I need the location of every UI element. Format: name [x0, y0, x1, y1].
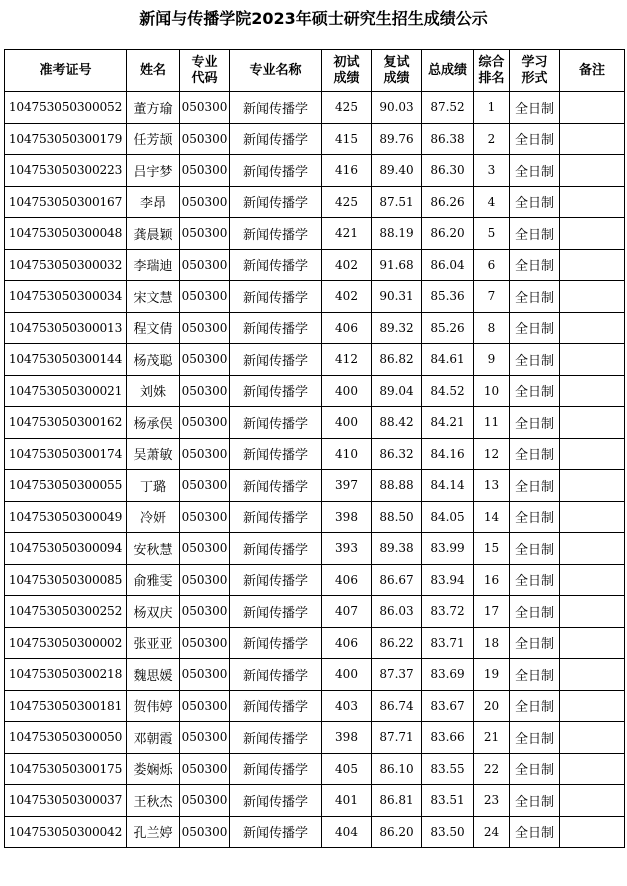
table-row: [5, 785, 625, 817]
cell-major-name: 新闻传播学: [230, 155, 322, 187]
cell-exam-id: 104753050300049: [5, 501, 127, 533]
cell-exam-id: 104753050300048: [5, 218, 127, 250]
cell-rank: 1: [474, 92, 510, 124]
cell-exam-id: 104753050300218: [5, 659, 127, 691]
table-row: [5, 816, 625, 848]
cell-remark: [560, 92, 625, 124]
cell-rank: 17: [474, 596, 510, 628]
cell-major-code: 050300: [180, 533, 230, 565]
cell-rank: 20: [474, 690, 510, 722]
cell-rank: 7: [474, 281, 510, 313]
cell-total-score: 83.50: [422, 816, 474, 848]
header-major-code: 专业 代码: [180, 50, 230, 92]
cell-major-name: 新闻传播学: [230, 816, 322, 848]
cell-exam-id: 104753050300050: [5, 722, 127, 754]
cell-rank: 12: [474, 438, 510, 470]
header-total-score: 总成绩: [422, 50, 474, 92]
cell-major-name: 新闻传播学: [230, 407, 322, 439]
cell-total-score: 83.55: [422, 753, 474, 785]
page-title: 新闻与传播学院2023年硕士研究生招生成绩公示: [139, 9, 488, 28]
cell-major-code: 050300: [180, 438, 230, 470]
cell-total-score: 83.71: [422, 627, 474, 659]
cell-rank: 24: [474, 816, 510, 848]
cell-remark: [560, 659, 625, 691]
cell-retest-score: 86.74: [372, 690, 422, 722]
cell-exam-id: 104753050300181: [5, 690, 127, 722]
cell-study-mode: 全日制: [510, 344, 560, 376]
table-row: [5, 375, 625, 407]
cell-remark: [560, 218, 625, 250]
cell-major-code: 050300: [180, 690, 230, 722]
table-row: [5, 753, 625, 785]
cell-name: 安秋慧: [127, 533, 180, 565]
cell-initial-score: 398: [322, 501, 372, 533]
cell-retest-score: 89.04: [372, 375, 422, 407]
cell-name: 张亚亚: [127, 627, 180, 659]
cell-retest-score: 86.81: [372, 785, 422, 817]
cell-major-name: 新闻传播学: [230, 533, 322, 565]
cell-retest-score: 88.42: [372, 407, 422, 439]
cell-exam-id: 104753050300021: [5, 375, 127, 407]
cell-major-code: 050300: [180, 281, 230, 313]
cell-retest-score: 91.68: [372, 249, 422, 281]
cell-major-code: 050300: [180, 722, 230, 754]
cell-remark: [560, 501, 625, 533]
cell-major-code: 050300: [180, 785, 230, 817]
cell-name: 丁璐: [127, 470, 180, 502]
cell-rank: 23: [474, 785, 510, 817]
cell-exam-id: 104753050300094: [5, 533, 127, 565]
cell-total-score: 84.05: [422, 501, 474, 533]
cell-name: 王秋杰: [127, 785, 180, 817]
cell-total-score: 84.61: [422, 344, 474, 376]
cell-initial-score: 401: [322, 785, 372, 817]
cell-major-code: 050300: [180, 596, 230, 628]
cell-rank: 10: [474, 375, 510, 407]
cell-total-score: 86.38: [422, 123, 474, 155]
cell-rank: 5: [474, 218, 510, 250]
cell-major-code: 050300: [180, 470, 230, 502]
cell-major-name: 新闻传播学: [230, 690, 322, 722]
cell-initial-score: 398: [322, 722, 372, 754]
cell-study-mode: 全日制: [510, 92, 560, 124]
cell-name: 冷妍: [127, 501, 180, 533]
cell-retest-score: 86.10: [372, 753, 422, 785]
cell-remark: [560, 470, 625, 502]
cell-exam-id: 104753050300162: [5, 407, 127, 439]
cell-retest-score: 88.88: [372, 470, 422, 502]
cell-study-mode: 全日制: [510, 690, 560, 722]
cell-major-code: 050300: [180, 218, 230, 250]
header-remarks: 备注: [560, 50, 625, 92]
cell-study-mode: 全日制: [510, 722, 560, 754]
cell-remark: [560, 753, 625, 785]
header-major-name: 专业名称: [230, 50, 322, 92]
cell-total-score: 83.51: [422, 785, 474, 817]
cell-major-name: 新闻传播学: [230, 281, 322, 313]
cell-rank: 6: [474, 249, 510, 281]
cell-exam-id: 104753050300032: [5, 249, 127, 281]
cell-study-mode: 全日制: [510, 753, 560, 785]
cell-exam-id: 104753050300167: [5, 186, 127, 218]
cell-major-name: 新闻传播学: [230, 344, 322, 376]
table-row: [5, 659, 625, 691]
cell-rank: 16: [474, 564, 510, 596]
cell-major-code: 050300: [180, 816, 230, 848]
cell-retest-score: 89.40: [372, 155, 422, 187]
cell-total-score: 83.69: [422, 659, 474, 691]
cell-study-mode: 全日制: [510, 186, 560, 218]
cell-remark: [560, 186, 625, 218]
cell-major-code: 050300: [180, 753, 230, 785]
cell-remark: [560, 596, 625, 628]
table-row: [5, 92, 625, 124]
table-row: [5, 722, 625, 754]
cell-rank: 21: [474, 722, 510, 754]
cell-major-code: 050300: [180, 186, 230, 218]
cell-name: 李瑞迪: [127, 249, 180, 281]
cell-name: 孔兰婷: [127, 816, 180, 848]
cell-major-name: 新闻传播学: [230, 470, 322, 502]
cell-remark: [560, 690, 625, 722]
cell-remark: [560, 281, 625, 313]
cell-initial-score: 416: [322, 155, 372, 187]
table-row: [5, 690, 625, 722]
cell-major-name: 新闻传播学: [230, 218, 322, 250]
cell-exam-id: 104753050300252: [5, 596, 127, 628]
cell-major-name: 新闻传播学: [230, 627, 322, 659]
cell-exam-id: 104753050300042: [5, 816, 127, 848]
table-row: [5, 438, 625, 470]
cell-remark: [560, 375, 625, 407]
cell-total-score: 85.26: [422, 312, 474, 344]
cell-retest-score: 86.32: [372, 438, 422, 470]
cell-total-score: 86.20: [422, 218, 474, 250]
table-row: [5, 344, 625, 376]
cell-exam-id: 104753050300085: [5, 564, 127, 596]
cell-study-mode: 全日制: [510, 659, 560, 691]
cell-exam-id: 104753050300174: [5, 438, 127, 470]
cell-name: 董方瑜: [127, 92, 180, 124]
cell-exam-id: 104753050300002: [5, 627, 127, 659]
cell-major-name: 新闻传播学: [230, 375, 322, 407]
cell-major-name: 新闻传播学: [230, 785, 322, 817]
cell-total-score: 84.14: [422, 470, 474, 502]
cell-major-name: 新闻传播学: [230, 596, 322, 628]
cell-study-mode: 全日制: [510, 123, 560, 155]
table-row: [5, 501, 625, 533]
cell-remark: [560, 407, 625, 439]
cell-total-score: 87.52: [422, 92, 474, 124]
cell-initial-score: 397: [322, 470, 372, 502]
cell-major-name: 新闻传播学: [230, 123, 322, 155]
cell-exam-id: 104753050300037: [5, 785, 127, 817]
cell-major-code: 050300: [180, 155, 230, 187]
cell-name: 杨承俣: [127, 407, 180, 439]
cell-exam-id: 104753050300144: [5, 344, 127, 376]
cell-study-mode: 全日制: [510, 407, 560, 439]
cell-rank: 18: [474, 627, 510, 659]
cell-study-mode: 全日制: [510, 596, 560, 628]
cell-retest-score: 87.37: [372, 659, 422, 691]
cell-name: 任芳颉: [127, 123, 180, 155]
cell-remark: [560, 627, 625, 659]
cell-total-score: 86.26: [422, 186, 474, 218]
cell-major-code: 050300: [180, 249, 230, 281]
cell-retest-score: 89.38: [372, 533, 422, 565]
header-rank: 综合 排名: [474, 50, 510, 92]
cell-rank: 2: [474, 123, 510, 155]
cell-name: 杨双庆: [127, 596, 180, 628]
table-row: [5, 249, 625, 281]
cell-study-mode: 全日制: [510, 501, 560, 533]
cell-retest-score: 86.03: [372, 596, 422, 628]
cell-initial-score: 402: [322, 281, 372, 313]
cell-initial-score: 405: [322, 753, 372, 785]
table-row: [5, 312, 625, 344]
cell-initial-score: 406: [322, 312, 372, 344]
cell-initial-score: 421: [322, 218, 372, 250]
cell-major-code: 050300: [180, 501, 230, 533]
cell-remark: [560, 312, 625, 344]
cell-rank: 8: [474, 312, 510, 344]
cell-major-code: 050300: [180, 375, 230, 407]
table-row: [5, 470, 625, 502]
cell-name: 俞雅雯: [127, 564, 180, 596]
cell-major-code: 050300: [180, 407, 230, 439]
cell-retest-score: 86.82: [372, 344, 422, 376]
cell-major-code: 050300: [180, 312, 230, 344]
cell-initial-score: 402: [322, 249, 372, 281]
cell-study-mode: 全日制: [510, 155, 560, 187]
cell-retest-score: 87.71: [372, 722, 422, 754]
cell-major-code: 050300: [180, 564, 230, 596]
cell-name: 邓朝霞: [127, 722, 180, 754]
cell-total-score: 83.94: [422, 564, 474, 596]
cell-total-score: 84.21: [422, 407, 474, 439]
cell-study-mode: 全日制: [510, 438, 560, 470]
cell-remark: [560, 438, 625, 470]
cell-major-code: 050300: [180, 627, 230, 659]
cell-study-mode: 全日制: [510, 533, 560, 565]
table-row: [5, 218, 625, 250]
cell-study-mode: 全日制: [510, 249, 560, 281]
table-row: [5, 186, 625, 218]
cell-retest-score: 89.76: [372, 123, 422, 155]
cell-total-score: 86.04: [422, 249, 474, 281]
cell-major-name: 新闻传播学: [230, 92, 322, 124]
cell-study-mode: 全日制: [510, 470, 560, 502]
header-study-mode: 学习 形式: [510, 50, 560, 92]
cell-initial-score: 406: [322, 564, 372, 596]
cell-total-score: 85.36: [422, 281, 474, 313]
table-row: [5, 627, 625, 659]
cell-major-code: 050300: [180, 92, 230, 124]
cell-remark: [560, 249, 625, 281]
cell-initial-score: 400: [322, 375, 372, 407]
cell-retest-score: 90.03: [372, 92, 422, 124]
cell-exam-id: 104753050300052: [5, 92, 127, 124]
cell-initial-score: 412: [322, 344, 372, 376]
cell-initial-score: 400: [322, 407, 372, 439]
cell-major-name: 新闻传播学: [230, 438, 322, 470]
cell-major-name: 新闻传播学: [230, 312, 322, 344]
cell-initial-score: 393: [322, 533, 372, 565]
cell-total-score: 84.52: [422, 375, 474, 407]
header-row: [5, 50, 625, 92]
cell-exam-id: 104753050300034: [5, 281, 127, 313]
cell-rank: 14: [474, 501, 510, 533]
cell-remark: [560, 155, 625, 187]
cell-name: 吕宇梦: [127, 155, 180, 187]
cell-total-score: 83.66: [422, 722, 474, 754]
cell-exam-id: 104753050300055: [5, 470, 127, 502]
cell-name: 程文倩: [127, 312, 180, 344]
cell-initial-score: 410: [322, 438, 372, 470]
cell-name: 龚晨颖: [127, 218, 180, 250]
cell-rank: 11: [474, 407, 510, 439]
cell-remark: [560, 533, 625, 565]
cell-study-mode: 全日制: [510, 281, 560, 313]
cell-initial-score: 400: [322, 659, 372, 691]
cell-retest-score: 86.20: [372, 816, 422, 848]
cell-initial-score: 425: [322, 92, 372, 124]
cell-retest-score: 90.31: [372, 281, 422, 313]
cell-exam-id: 104753050300223: [5, 155, 127, 187]
cell-remark: [560, 564, 625, 596]
cell-retest-score: 89.32: [372, 312, 422, 344]
cell-retest-score: 86.22: [372, 627, 422, 659]
header-retest-score: 复试 成绩: [372, 50, 422, 92]
cell-name: 贺伟婷: [127, 690, 180, 722]
cell-retest-score: 88.50: [372, 501, 422, 533]
cell-major-name: 新闻传播学: [230, 753, 322, 785]
cell-rank: 22: [474, 753, 510, 785]
score-table: [4, 49, 625, 848]
cell-study-mode: 全日制: [510, 312, 560, 344]
cell-total-score: 83.99: [422, 533, 474, 565]
cell-study-mode: 全日制: [510, 218, 560, 250]
cell-rank: 15: [474, 533, 510, 565]
cell-rank: 3: [474, 155, 510, 187]
cell-initial-score: 403: [322, 690, 372, 722]
cell-name: 魏思媛: [127, 659, 180, 691]
cell-total-score: 86.30: [422, 155, 474, 187]
cell-rank: 13: [474, 470, 510, 502]
cell-initial-score: 425: [322, 186, 372, 218]
cell-name: 李昂: [127, 186, 180, 218]
cell-remark: [560, 816, 625, 848]
cell-rank: 9: [474, 344, 510, 376]
header-exam-id: 准考证号: [5, 50, 127, 92]
cell-major-name: 新闻传播学: [230, 659, 322, 691]
cell-retest-score: 88.19: [372, 218, 422, 250]
table-row: [5, 123, 625, 155]
cell-study-mode: 全日制: [510, 564, 560, 596]
cell-exam-id: 104753050300175: [5, 753, 127, 785]
cell-name: 刘姝: [127, 375, 180, 407]
cell-rank: 4: [474, 186, 510, 218]
cell-total-score: 84.16: [422, 438, 474, 470]
cell-name: 娄娴烁: [127, 753, 180, 785]
cell-study-mode: 全日制: [510, 816, 560, 848]
cell-major-name: 新闻传播学: [230, 249, 322, 281]
cell-remark: [560, 785, 625, 817]
table-row: [5, 533, 625, 565]
cell-name: 宋文慧: [127, 281, 180, 313]
cell-remark: [560, 344, 625, 376]
cell-major-name: 新闻传播学: [230, 564, 322, 596]
cell-exam-id: 104753050300179: [5, 123, 127, 155]
header-initial-score: 初试 成绩: [322, 50, 372, 92]
cell-study-mode: 全日制: [510, 627, 560, 659]
cell-major-code: 050300: [180, 123, 230, 155]
cell-study-mode: 全日制: [510, 375, 560, 407]
table-row: [5, 155, 625, 187]
cell-initial-score: 404: [322, 816, 372, 848]
table-row: [5, 596, 625, 628]
cell-initial-score: 407: [322, 596, 372, 628]
cell-remark: [560, 123, 625, 155]
table-row: [5, 407, 625, 439]
table-row: [5, 564, 625, 596]
table-row: [5, 281, 625, 313]
cell-study-mode: 全日制: [510, 785, 560, 817]
cell-name: 杨茂聪: [127, 344, 180, 376]
cell-total-score: 83.72: [422, 596, 474, 628]
cell-major-name: 新闻传播学: [230, 501, 322, 533]
cell-name: 吴萧敏: [127, 438, 180, 470]
cell-initial-score: 415: [322, 123, 372, 155]
cell-major-name: 新闻传播学: [230, 722, 322, 754]
cell-initial-score: 406: [322, 627, 372, 659]
cell-exam-id: 104753050300013: [5, 312, 127, 344]
header-name: 姓名: [127, 50, 180, 92]
cell-major-name: 新闻传播学: [230, 186, 322, 218]
cell-rank: 19: [474, 659, 510, 691]
cell-major-code: 050300: [180, 344, 230, 376]
cell-total-score: 83.67: [422, 690, 474, 722]
cell-remark: [560, 722, 625, 754]
cell-major-code: 050300: [180, 659, 230, 691]
cell-retest-score: 87.51: [372, 186, 422, 218]
cell-retest-score: 86.67: [372, 564, 422, 596]
